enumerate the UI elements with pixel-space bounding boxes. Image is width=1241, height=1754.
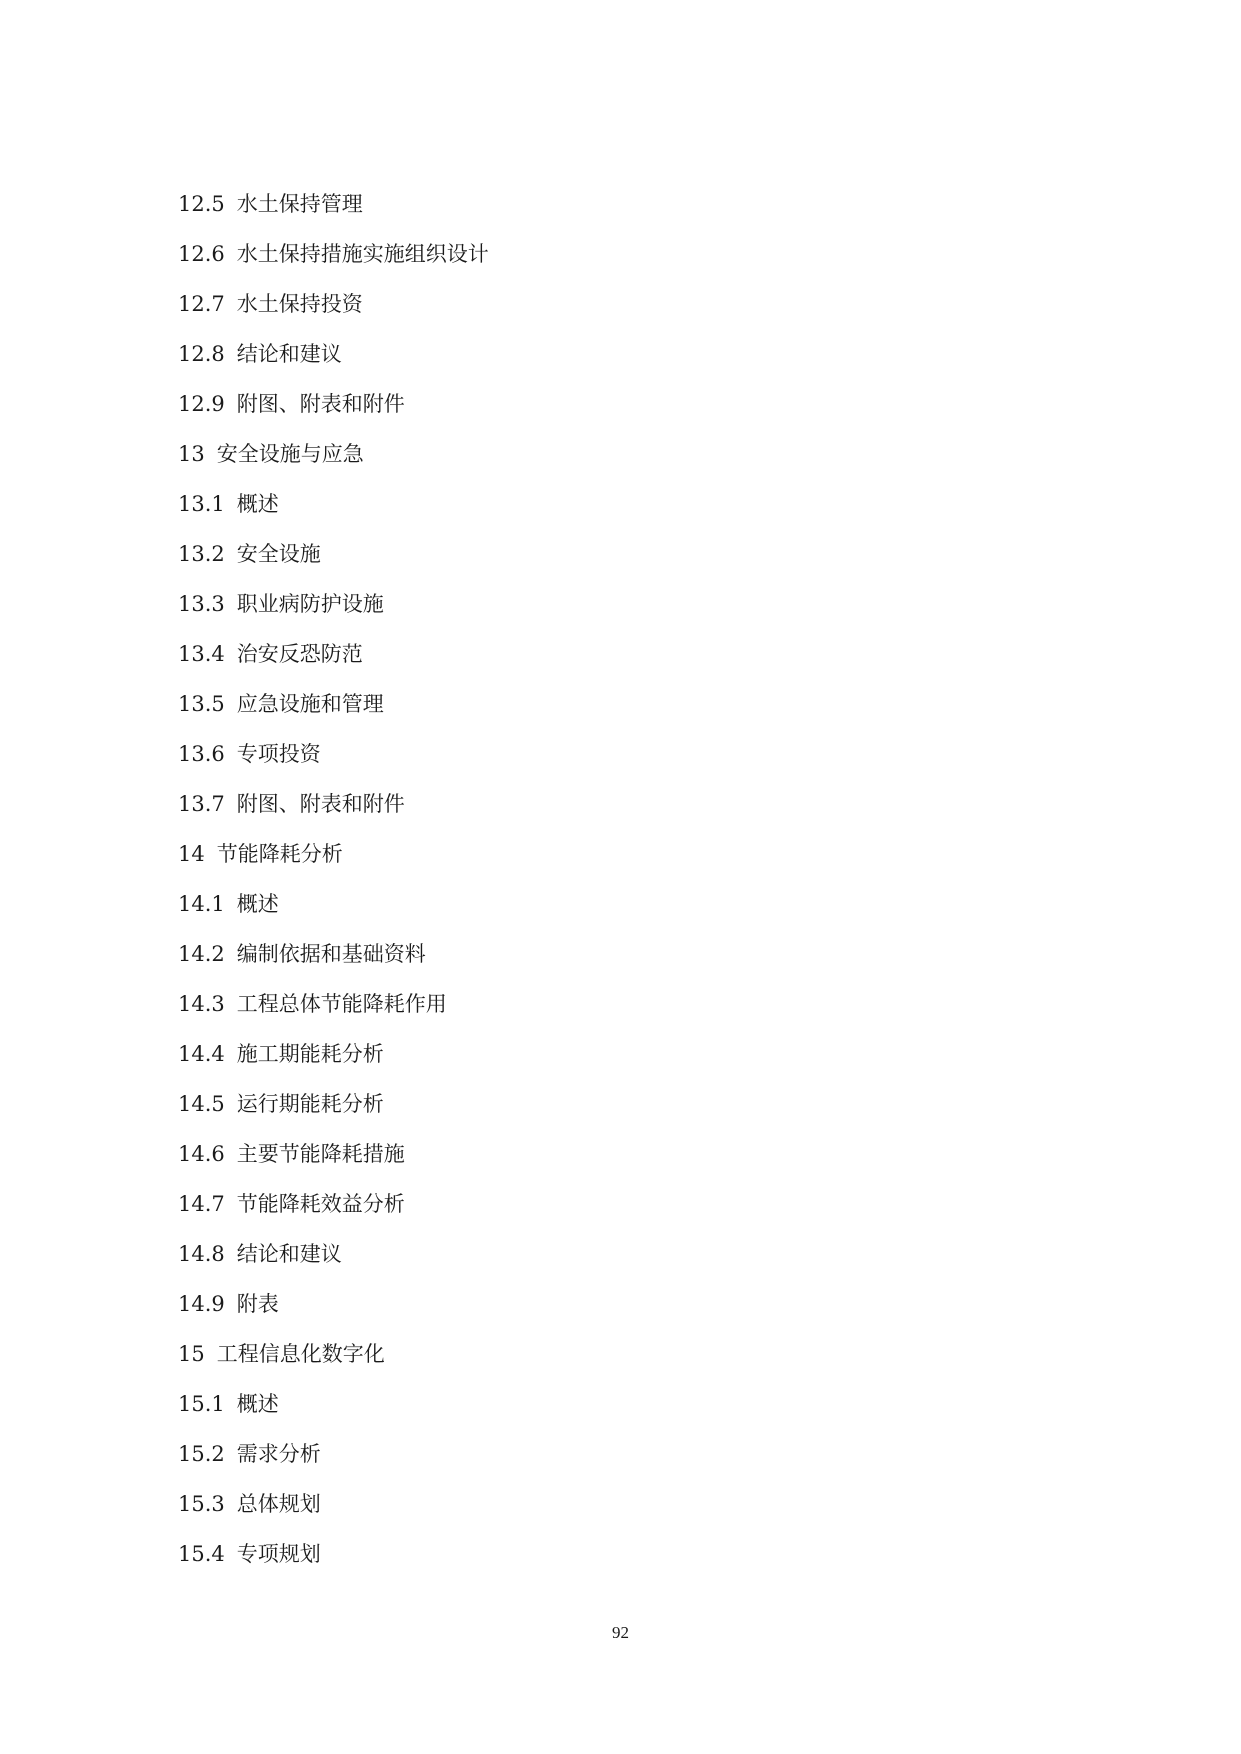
toc-entry-13-6 [178, 738, 1078, 788]
toc-entry-number: 13.5 [178, 692, 225, 716]
toc-entry-title: 结论和建议 [236, 342, 342, 366]
toc-entry-number: 15.4 [178, 1542, 225, 1566]
toc-entry-15 [178, 1338, 1078, 1388]
toc-entry-title: 运行期能耗分析 [236, 1092, 384, 1116]
toc-entry-12-6 [178, 238, 1078, 288]
toc-entry-number: 12.9 [178, 392, 225, 416]
toc-entry-title: 节能降耗效益分析 [236, 1192, 405, 1216]
toc-entry-number: 14.2 [178, 942, 225, 966]
toc-entry-12-7 [178, 288, 1078, 338]
toc-entry-number: 13.2 [178, 542, 225, 566]
toc-entry-number: 15.3 [178, 1492, 225, 1516]
toc-entry-number: 12.8 [178, 342, 225, 366]
toc-entry-title: 专项规划 [236, 1542, 321, 1566]
toc-entry-title: 职业病防护设施 [236, 592, 384, 616]
toc-entry-number: 14 [178, 842, 205, 866]
toc-entry-14-3 [178, 988, 1078, 1038]
toc-entry-number: 12.7 [178, 292, 225, 316]
toc-entry-14-6 [178, 1138, 1078, 1188]
toc-entry-title: 水土保持投资 [236, 292, 363, 316]
toc-entry-12-8 [178, 338, 1078, 388]
toc-entry-title: 概述 [236, 1392, 279, 1416]
toc-entry-number: 14.4 [178, 1042, 225, 1066]
toc-entry-13-2 [178, 538, 1078, 588]
toc-entry-15-3 [178, 1488, 1078, 1538]
toc-entry-14-7 [178, 1188, 1078, 1238]
toc-entry-14-5 [178, 1088, 1078, 1138]
toc-entry-number: 14.9 [178, 1292, 225, 1316]
toc-entry-title: 总体规划 [236, 1492, 321, 1516]
toc-entry-number: 14.5 [178, 1092, 225, 1116]
toc-entry-title: 概述 [236, 492, 279, 516]
toc-entry-title: 水土保持措施实施组织设计 [236, 242, 489, 266]
toc-entry-13-7 [178, 788, 1078, 838]
toc-entry-title: 工程信息化数字化 [216, 1342, 385, 1366]
toc-entry-13-3 [178, 588, 1078, 638]
toc-entry-title: 编制依据和基础资料 [236, 942, 426, 966]
page-number: 92 [612, 1623, 629, 1642]
toc-entry-14-2 [178, 938, 1078, 988]
toc-entry-number: 14.8 [178, 1242, 225, 1266]
table-of-contents [178, 188, 1078, 1588]
toc-entry-title: 结论和建议 [236, 1242, 342, 1266]
toc-entry-15-4 [178, 1538, 1078, 1588]
toc-entry-14-8 [178, 1238, 1078, 1288]
toc-entry-number: 13.6 [178, 742, 225, 766]
toc-entry-number: 13.1 [178, 492, 225, 516]
toc-entry-title: 应急设施和管理 [236, 692, 384, 716]
toc-entry-12-9 [178, 388, 1078, 438]
toc-entry-number: 15 [178, 1342, 205, 1366]
toc-entry-title: 安全设施与应急 [216, 442, 364, 466]
toc-entry-number: 15.1 [178, 1392, 225, 1416]
toc-entry-title: 附图、附表和附件 [236, 792, 405, 816]
toc-entry-13-1 [178, 488, 1078, 538]
toc-entry-number: 14.6 [178, 1142, 225, 1166]
toc-entry-15-1 [178, 1388, 1078, 1438]
toc-entry-number: 12.6 [178, 242, 225, 266]
toc-entry-number: 13.3 [178, 592, 225, 616]
toc-entry-title: 附图、附表和附件 [236, 392, 405, 416]
toc-entry-14 [178, 838, 1078, 888]
toc-entry-number: 13.4 [178, 642, 225, 666]
toc-entry-14-4 [178, 1038, 1078, 1088]
toc-entry-15-2 [178, 1438, 1078, 1488]
toc-entry-12-5 [178, 188, 1078, 238]
toc-entry-title: 施工期能耗分析 [236, 1042, 384, 1066]
toc-entry-number: 14.1 [178, 892, 225, 916]
toc-entry-title: 需求分析 [236, 1442, 321, 1466]
toc-entry-title: 水土保持管理 [236, 192, 363, 216]
toc-entry-number: 13.7 [178, 792, 225, 816]
toc-entry-number: 13 [178, 442, 205, 466]
toc-entry-title: 工程总体节能降耗作用 [236, 992, 447, 1016]
toc-entry-number: 14.3 [178, 992, 225, 1016]
toc-entry-13-4 [178, 638, 1078, 688]
toc-entry-14-9 [178, 1288, 1078, 1338]
toc-entry-number: 12.5 [178, 192, 225, 216]
toc-entry-title: 主要节能降耗措施 [236, 1142, 405, 1166]
toc-entry-14-1 [178, 888, 1078, 938]
toc-entry-13 [178, 438, 1078, 488]
toc-entry-number: 15.2 [178, 1442, 225, 1466]
toc-entry-title: 概述 [236, 892, 279, 916]
toc-entry-title: 治安反恐防范 [236, 642, 363, 666]
toc-entry-number: 14.7 [178, 1192, 225, 1216]
toc-entry-title: 节能降耗分析 [216, 842, 343, 866]
toc-entry-title: 安全设施 [236, 542, 321, 566]
toc-entry-title: 专项投资 [236, 742, 321, 766]
toc-entry-title: 附表 [236, 1292, 279, 1316]
toc-entry-13-5 [178, 688, 1078, 738]
